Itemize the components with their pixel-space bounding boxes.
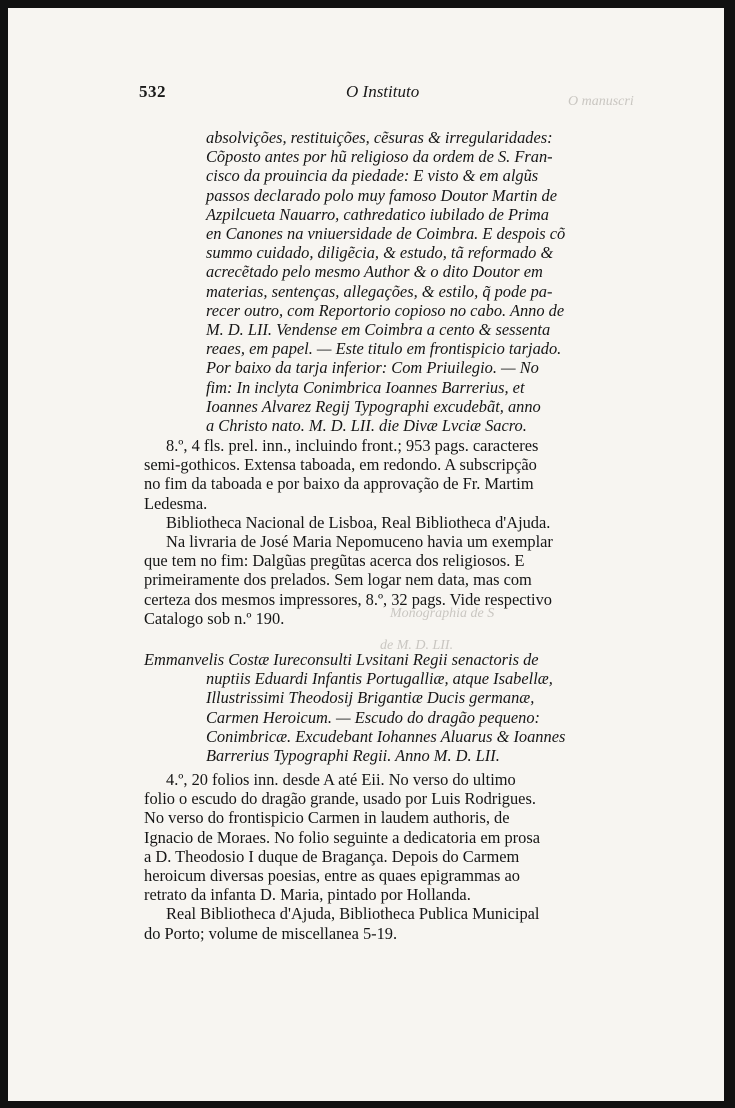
- entry2-title-line: Conimbricæ. Excudebant Iohannes Aluarus & Ioannes: [206, 726, 566, 746]
- entry1-desc-line: no fim da taboada e por baixo da approvação de Fr. Martim: [144, 474, 534, 494]
- entry1-title-line: passos declarado polo muy famoso Doutor Martin de: [206, 185, 558, 205]
- scan-border-right: [724, 0, 735, 1108]
- entry1-libraries: Bibliotheca Nacional de Lisboa, Real Bibliotheca d'Ajuda.: [166, 512, 551, 532]
- entry1-desc-line: Ledesma.: [144, 493, 208, 513]
- entry2-desc-line: retrato da infanta D. Maria, pintado por Hollanda.: [144, 885, 471, 905]
- entry2-desc-line: folio o escudo do dragão grande, usado por Luis Rodrigues.: [144, 789, 536, 809]
- entry2-title: [144, 650, 644, 765]
- entry2-library-line: Real Bibliotheca d'Ajuda, Bibliotheca Publica Municipal: [166, 904, 540, 924]
- entry1-description: [144, 436, 634, 628]
- scan-border-left: [0, 0, 8, 1108]
- entry1-note-line: primeiramente dos prelados. Sem logar nem data, mas com: [144, 570, 532, 590]
- entry1-note-line: certeza dos mesmos impressores, 8.º, 32 pags. Vide respectivo: [144, 589, 552, 609]
- entry1-title-line: materias, sentenças, allegações, & estilo, q̃ pode pa-: [206, 281, 553, 301]
- entry2-title-line: Carmen Heroicum. — Escudo do dragão pequeno:: [206, 707, 540, 727]
- entry2-desc-line: a D. Theodosio I duque de Bragança. Depois do Carmem: [144, 846, 520, 866]
- entry1-title: [206, 128, 636, 435]
- entry1-title-line: Cõposto antes por hũ religioso da ordem de S. Fran-: [206, 147, 553, 167]
- scan-border-bottom: [0, 1101, 735, 1108]
- entry1-title-line: cisco da prouincia da piedade: E visto & em algũs: [206, 166, 539, 186]
- entry1-title-line: absolvições, restituições, cẽsuras & irregularidades:: [206, 128, 553, 147]
- entry2-title-line: Illustrissimi Theodosij Brigantiæ Ducis germanæ,: [206, 688, 535, 708]
- entry1-title-line: M. D. LII. Vendense em Coimbra a cento & sessenta: [206, 320, 551, 340]
- scan-border-top: [0, 0, 735, 8]
- entry2-title-line: Barrerius Typographi Regii. Anno M. D. LII.: [206, 746, 500, 766]
- entry1-title-line: Ioannes Alvarez Regij Typographi excudebãt, anno: [206, 396, 541, 416]
- entry2-desc-line: No verso do frontispicio Carmen in laudem authoris, de: [144, 808, 510, 828]
- entry1-note-line: que tem no fim: Dalgũas pregũtas acerca dos religiosos. E: [144, 551, 525, 571]
- entry1-title-line: recer outro, com Reportorio copioso no cabo. Anno de: [206, 300, 565, 320]
- entry2-title-line: nuptiis Eduardi Infantis Portugalliæ, atque Isabellæ,: [206, 669, 553, 689]
- entry2-title-line: Emmanvelis Costæ Iureconsulti Lvsitani Regii senactoris de: [144, 650, 539, 669]
- book-page: [8, 8, 724, 1101]
- entry2-desc-line: 4.º, 20 folios inn. desde A até Eii. No verso do ultimo: [166, 770, 516, 789]
- entry1-title-line: acrecẽtado pelo mesmo Author & o dito Doutor em: [206, 262, 543, 282]
- entry1-desc-line: semi-gothicos. Extensa taboada, em redondo. A subscripção: [144, 455, 537, 475]
- entry1-title-line: Por baixo da tarja inferior: Com Priuilegio. — No: [206, 358, 539, 378]
- show-through-text: Monographia de S: [390, 606, 495, 621]
- entry1-title-line: Azpilcueta Nauarro, cathredatico iubilado de Prima: [206, 204, 549, 224]
- entry2-library-line: do Porto; volume de miscellanea 5-19.: [144, 923, 398, 943]
- entry1-note-line: Na livraria de José Maria Nepomuceno havia um exemplar: [166, 532, 553, 552]
- entry1-title-line: a Christo nato. M. D. LII. die Divæ Lvciæ Sacro.: [206, 416, 527, 436]
- show-through-text: de M. D. LII.: [380, 638, 454, 653]
- entry1-desc-line: 8.º, 4 fls. prel. inn., incluindo front.; 953 pags. caracteres: [166, 436, 539, 455]
- running-title: O Instituto: [346, 82, 420, 101]
- entry1-title-line: fim: In inclyta Conimbrica Ioannes Barrerius, et: [206, 377, 525, 397]
- entry1-note-line: Catalogo sob n.º 190.: [144, 608, 285, 628]
- entry2-description: [144, 770, 634, 943]
- page-number: 532: [139, 82, 166, 101]
- show-through-text: O manuscri: [568, 94, 634, 109]
- entry1-title-line: en Canones na vniuersidade de Coimbra. E despois cõ: [206, 224, 566, 244]
- entry1-title-line: reaes, em papel. — Este titulo em frontispicio tarjado.: [206, 339, 562, 359]
- entry2-desc-line: heroicum diversas poesias, entre as quaes epigrammas ao: [144, 866, 520, 886]
- entry1-title-line: summo cuidado, diligẽcia, & estudo, tã reformado &: [206, 243, 554, 263]
- entry2-desc-line: Ignacio de Moraes. No folio seguinte a dedicatoria em prosa: [144, 827, 540, 847]
